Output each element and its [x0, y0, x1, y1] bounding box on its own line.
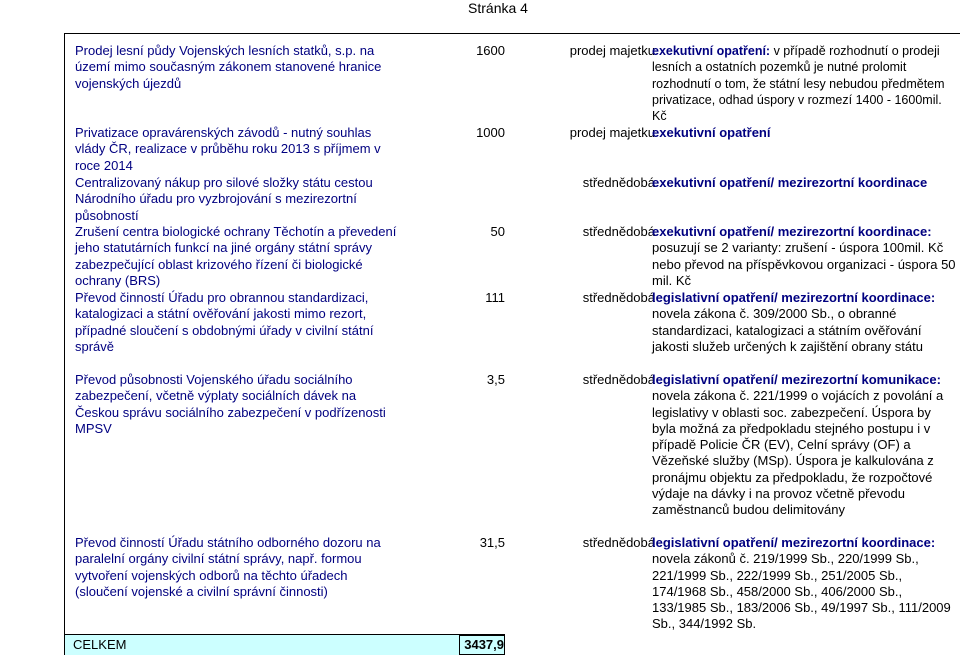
row-description: Zrušení centra biologické ochrany Těchotín a převedení jeho statutárních funkcí na jiné orgány státní správy zabezpečující oblast krizového řízení či biologické ochrany (BRS) — [75, 224, 397, 288]
row-amount: 31,5 — [479, 535, 505, 550]
row-amount: 1600 — [476, 43, 505, 58]
row-description: Převod činností Úřadu státního odborného dozoru na paralelní orgány civilní státní správy, např. formou vytvoření vojenských odborů na těchto úřadech (sloučení vojenské a civilní správní činnosti) — [75, 535, 381, 599]
row-note-text: novela zákonů č. 219/1999 Sb., 220/1999 Sb., 221/1999 Sb., 222/1999 Sb., 251/2005 Sb., 174/1968 Sb., 458/2000 Sb., 406/2000 Sb., 133/1985 Sb., 183/2006 Sb., 49/1997 Sb., 111/2009 Sb., 344/1992 Sb. — [652, 551, 951, 632]
table-frame — [64, 33, 960, 655]
row-note-text: posuzují se 2 varianty: zrušení - úspora 100mil. Kč nebo převod na příspěvkovou organizaci - úspora 50 mil. Kč — [652, 240, 956, 288]
row-note-text: novela zákona č. 309/2000 Sb., o obranné standardizaci, katalogizaci a státním ověřování jakosti služeb určených k zajištění obrany státu — [652, 306, 923, 354]
row-note — [652, 43, 958, 124]
row-description: Privatizace opravárenských závodů - nutný souhlas vlády ČR, realizace v průběhu roku 2013 s příjmem v roce 2014 — [75, 125, 381, 173]
row-note-text: v případě rozhodnutí o prodeji lesních a ostatních pozemků je nutné prolomit rozhodnutí o tom, že státní lesy nebudou předmětem privatizace, odhad úspory v rozmezí 1400 - 1600mil. Kč — [652, 44, 945, 124]
row-description: Převod působnosti Vojenského úřadu sociálního zabezpečení, včetně výplaty sociálních dávek na Českou správu sociálního zabezpečení v podřízenosti MPSV — [75, 372, 386, 436]
row-type: prodej majetku — [569, 43, 655, 58]
row-amount: 50 — [490, 224, 505, 239]
row-note — [652, 125, 958, 141]
row-note — [652, 224, 958, 289]
row-note-label: exekutivní opatření — [652, 125, 771, 140]
row-note — [652, 535, 958, 633]
row-note-label: exekutivní opatření: — [652, 44, 771, 58]
row-note — [652, 290, 958, 355]
row-description: Prodej lesní půdy Vojenských lesních statků, s.p. na území mimo současným zákonem stanovené hranice vojenských újezdů — [75, 43, 382, 91]
row-note-label: exekutivní opatření/ mezirezortní koordinace: — [652, 224, 932, 239]
row-note-label: legislativní opatření/ mezirezortní komunikace: — [652, 372, 941, 387]
row-amount: 111 — [485, 290, 505, 305]
total-label: CELKEM — [73, 637, 127, 652]
total-value: 3437,9 — [459, 635, 505, 655]
row-note-label: legislativní opatření/ mezirezortní koordinace: — [652, 535, 936, 550]
row-amount: 3,5 — [486, 372, 505, 387]
page-header — [0, 0, 960, 16]
row-type: střednědobá — [582, 290, 655, 305]
row-note — [652, 175, 958, 191]
page-number: Stránka 4 — [468, 0, 528, 16]
row-type: střednědobá — [582, 175, 655, 190]
row-description: Převod činností Úřadu pro obrannou standardizaci, katalogizaci a státní ověřování jakosti mimo rezort, případné sloučení s obdobnými úřady v civilní státní správě — [75, 290, 374, 354]
row-type: prodej majetku — [569, 125, 655, 140]
row-note-label: legislativní opatření/ mezirezortní koordinace: — [652, 290, 936, 305]
row-note-text: novela zákona č. 221/1999 o vojácích z povolání a legislativy v oblasti soc. zabezpečení. Úspora by byla možná za předpokladu stejného postupu i v případě Policie ČR (EV), Celní správy (OF) a Vězeňské služby (MSp). Úspora je kalkulována z pronájmu objektu za předpokladu, že rozpočtové výdaje na dávky i na provoz včetně převodu zaměstnanců budou delimitovány — [652, 388, 944, 518]
row-note — [652, 372, 958, 519]
row-amount: 1000 — [476, 125, 505, 140]
row-note-label: exekutivní opatření/ mezirezortní koordinace — [652, 175, 928, 190]
row-type: střednědobá — [582, 224, 655, 239]
row-type: střednědobá — [582, 535, 655, 550]
total-row — [65, 634, 505, 655]
row-type: střednědobá — [582, 372, 655, 387]
row-description: Centralizovaný nákup pro silové složky státu cestou Národního úřadu pro vyzbrojování s mezirezortní působností — [75, 175, 373, 223]
